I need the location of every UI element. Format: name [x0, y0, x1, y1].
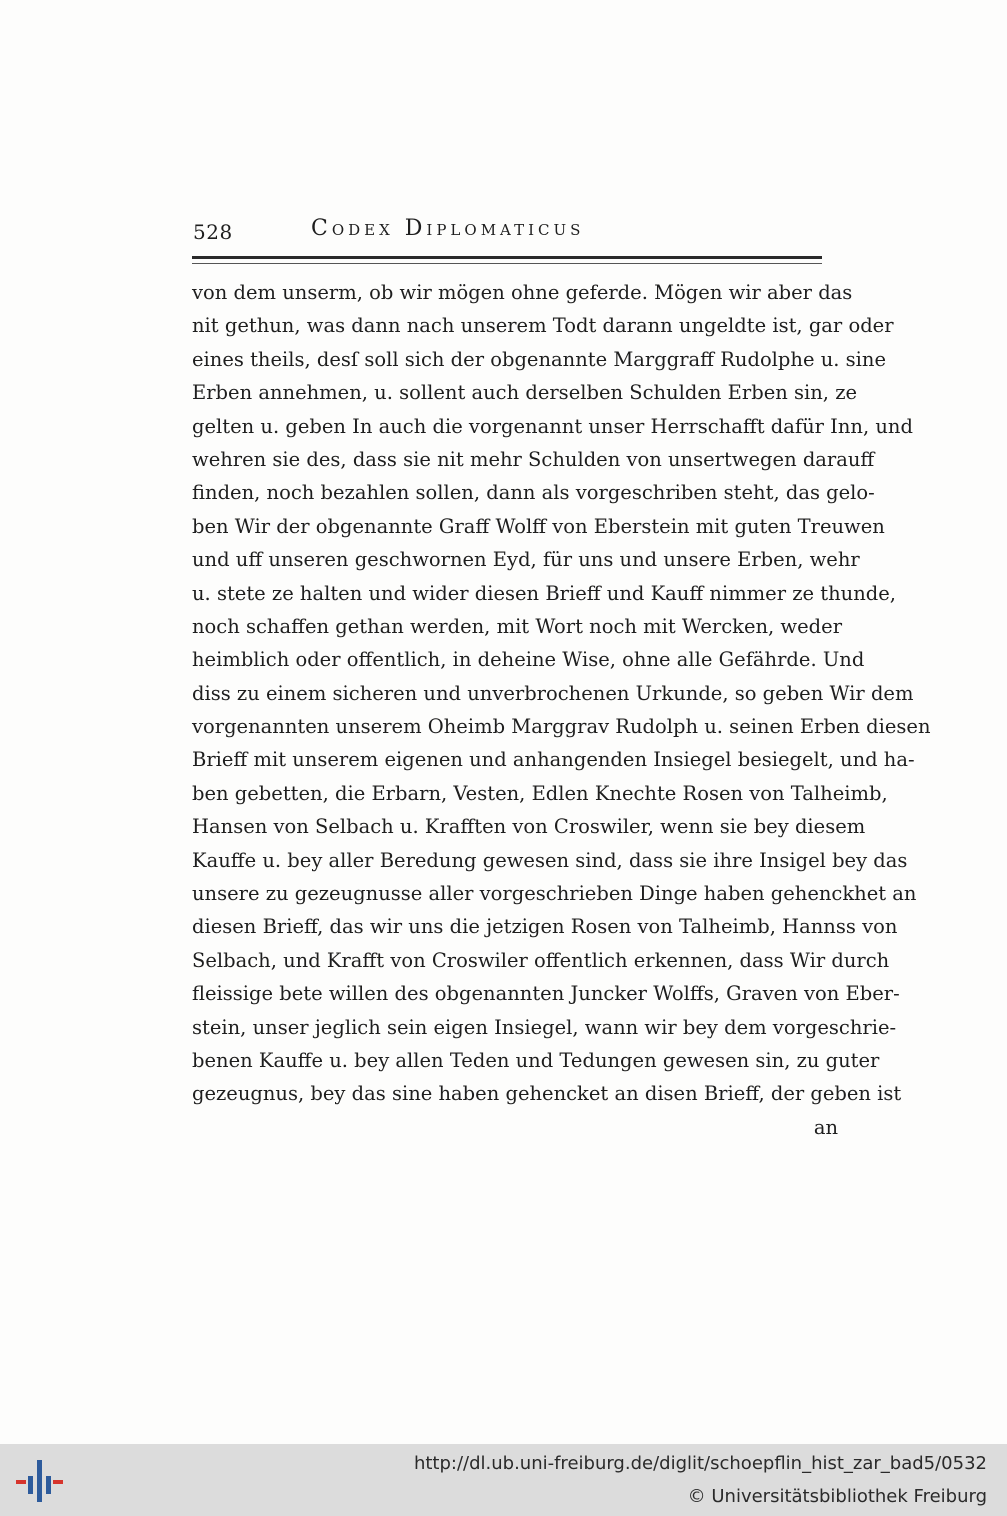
text-line: benen Kauffe u. bey allen Teden und Tedungen gewesen sin, zu guter: [192, 1048, 880, 1072]
header-rule-thin: [192, 263, 822, 264]
text-line: stein, unser jeglich sein eigen Insiegel, wann wir bey dem vorgeschrie-: [192, 1015, 897, 1039]
source-url-link[interactable]: http://dl.ub.uni-freiburg.de/diglit/schoepflin_hist_zar_bad5/0532: [413, 1453, 987, 1474]
text-line: vorgenannten unserem Oheimb Marggrav Rudolph u. seinen Erben diesen: [192, 715, 931, 739]
text-line: eines theils, desſ soll sich der obgenannte Marggraff Rudolphe u. sine: [192, 347, 887, 371]
footer-bar: [0, 1444, 1007, 1516]
text-line: und uff unseren geschwornen Eyd, für uns und unsere Erben, wehr: [192, 548, 860, 572]
text-line: diss zu einem sicheren und unverbrochenen Urkunde, so geben Wir dem: [192, 681, 914, 705]
text-line: noch schaffen gethan werden, mit Wort noch mit Wercken, weder: [192, 614, 843, 638]
running-title: Codex Diplomaticus: [311, 216, 585, 241]
text-line: von dem unserm, ob wir mögen ohne geferde. Mögen wir aber das: [192, 281, 853, 304]
text-line: Selbach, und Krafft von Croswiler offentlich erkennen, dass Wir durch: [192, 948, 890, 972]
text-line: unsere zu gezeugnusse aller vorgeschrieben Dinge haben gehenckhet an: [192, 882, 917, 906]
text-line: nit gethun, was dann nach unserem Todt darann ungeldte ist, gar oder: [192, 314, 894, 338]
text-line: u. stete ze halten und wider diesen Brieff und Kauff nimmer ze thunde,: [192, 581, 896, 605]
text-line: Hansen von Selbach u. Krafften von Croswiler, wenn sie bey diesem: [192, 815, 866, 839]
text-line: fleissige bete willen des obgenannten Juncker Wolffs, Graven von Eber-: [192, 982, 900, 1006]
text-line: diesen Brieff, das wir uns die jetzigen Rosen von Talheimb, Hannss von: [192, 915, 898, 939]
catchword: an: [813, 1115, 838, 1139]
text-line: wehren sie des, dass sie nit mehr Schulden von unsertwegen darauff: [192, 447, 875, 471]
text-line: ben Wir der obgenannte Graff Wolff von Eberstein mit guten Treuwen: [192, 514, 885, 538]
text-line: ben gebetten, die Erbarn, Vesten, Edlen Knechte Rosen von Talheimb,: [192, 781, 888, 805]
text-line: gezeugnus, bey das sine haben gehencket an disen Brieff, der geben ist: [192, 1082, 902, 1106]
text-line: gelten u. geben In auch die vorgenannt unser Herrschafft dafür Inn, und: [192, 414, 913, 438]
text-line: Erben annehmen, u. sollent auch derselben Schulden Erben sin, ze: [192, 381, 858, 405]
header-rule-thick: [192, 256, 822, 259]
text-line: Kauffe u. bey aller Beredung gewesen sind, dass sie ihre Insigel bey das: [192, 848, 908, 872]
ub-freiburg-logo-icon[interactable]: [14, 1458, 64, 1504]
text-line: Brieff mit unserem eigenen und anhangenden Insiegel besiegelt, und ha-: [192, 748, 915, 772]
copyright-notice: © Universitätsbibliothek Freiburg: [687, 1486, 987, 1507]
page-number: 528: [193, 220, 233, 244]
text-line: finden, noch bezahlen sollen, dann als vorgeschriben steht, das gelo-: [192, 481, 875, 505]
body-text: [192, 276, 931, 1144]
text-line: heimblich oder offentlich, in deheine Wise, ohne alle Gefährde. Und: [192, 648, 865, 672]
